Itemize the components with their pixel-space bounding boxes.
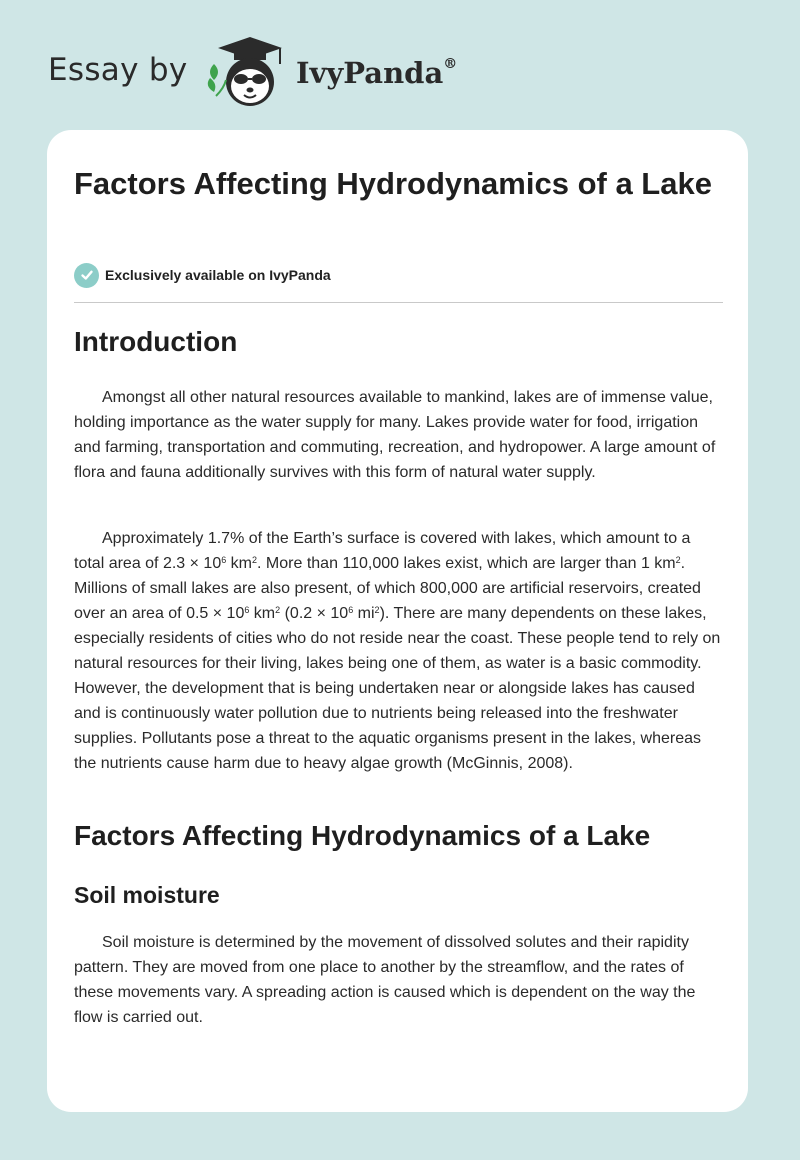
p2-sup-6: 6 (348, 605, 354, 615)
p2-text-5: km (249, 605, 276, 622)
intro-paragraph-1: Amongst all other natural resources available to mankind, lakes are of immense value, holding importance as the water supply for many. Lakes provide water for food, irrigation and farming, transportation and commuting, recreation, and hydropower. A large amount of flora and fauna additionally survives with this form of natural water supply. (74, 389, 716, 481)
check-icon (74, 263, 99, 288)
p2-sup-3: 2 (675, 555, 681, 565)
article-title: Factors Affecting Hydrodynamics of a Lake (74, 166, 712, 201)
soil-moisture-heading: Soil moisture (74, 882, 220, 908)
essay-by-label: Essay by (48, 52, 188, 88)
p2-text-3: . More than 110,000 lakes exist, which are larger than 1 km (257, 555, 676, 572)
leaf-icon (208, 64, 226, 96)
p2-sup-2: 2 (252, 555, 258, 565)
divider (74, 302, 723, 303)
p2-text-2: km (226, 555, 253, 572)
p2-text-8: ). There are many dependents on these lakes, especially residents of cities who do not reside near the coast. These people tend to rely on natural resources for their living, lakes being one of them, as water is a basic commodity. However, the development that is being undertaken near or alongside lakes has caused and is continuously water pollution due to nutrients being released into the freshwater supplies. Pollutants pose a threat to the aquatic organisms present in the lakes, whereas the nutrients cause harm due to heavy algae growth (McGinnis, 2008). (74, 605, 721, 772)
intro-paragraph-2 (74, 526, 724, 776)
article-card (47, 130, 748, 1112)
site-header (48, 34, 568, 114)
brand-text: IvyPanda (296, 56, 444, 90)
brand-name[interactable] (296, 56, 457, 90)
panda-logo-icon[interactable] (204, 34, 290, 108)
exclusive-label: Exclusively available on IvyPanda (105, 267, 331, 283)
p2-text-4: . Millions of small lakes are also present, of which 800,000 are artificial reservoirs, created over an area of 0.5 × 10 (74, 555, 701, 622)
factors-heading: Factors Affecting Hydrodynamics of a Lake (74, 820, 651, 851)
p2-sup-1: 6 (221, 555, 227, 565)
p2-sup-5: 2 (275, 605, 281, 615)
registered-mark: ® (443, 56, 458, 73)
p2-text-6: (0.2 × 10 (280, 605, 349, 622)
p2-sup-7: 2 (374, 605, 380, 615)
exclusive-badge (74, 262, 331, 288)
p2-sup-4: 6 (244, 605, 250, 615)
intro-heading: Introduction (74, 326, 238, 357)
p2-text-7: mi (353, 605, 375, 622)
soil-paragraph: Soil moisture is determined by the movement of dissolved solutes and their rapidity pattern. They are moved from one place to another by the streamflow, and the rates of these movements vary. A spreading action is caused which is dependent on the way the flow is carried out. (74, 934, 696, 1026)
p2-text-1: Approximately 1.7% of the Earth’s surface is covered with lakes, which amount to a total area of 2.3 × 10 (74, 530, 691, 572)
